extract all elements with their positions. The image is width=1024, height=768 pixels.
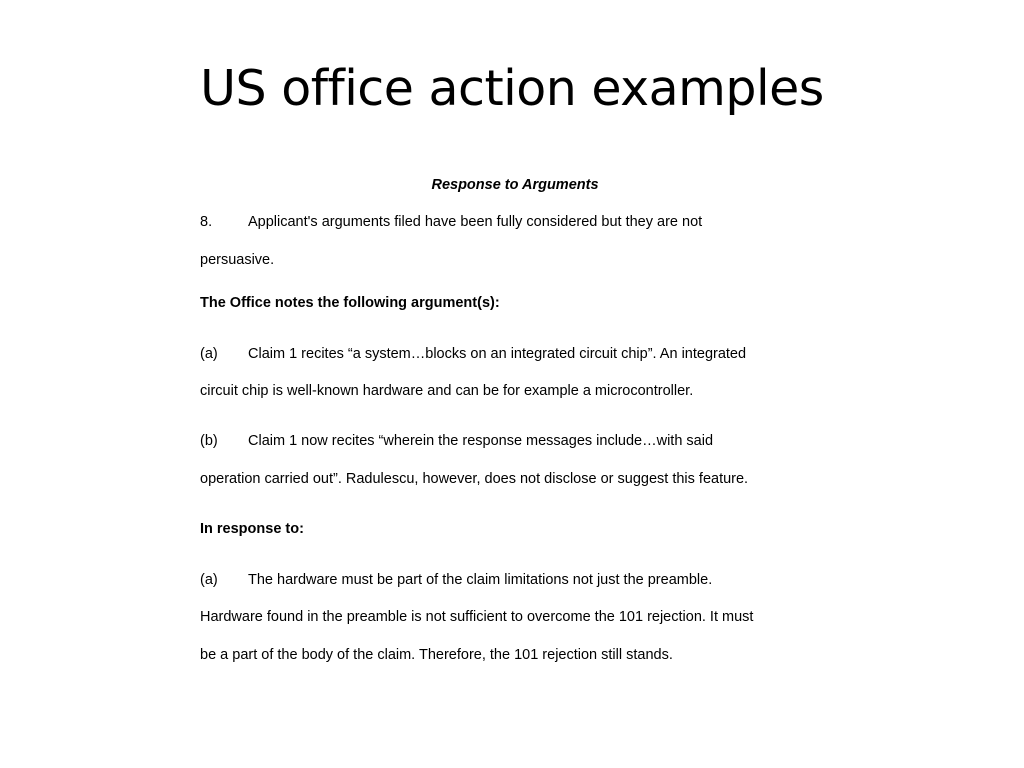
argument-a-line-2: circuit chip is well-known hardware and can be for example a microcontroller. [200, 383, 694, 399]
paragraph-text: Applicant's arguments filed have been fully considered but they are not [248, 214, 703, 230]
response-a-line-2: Hardware found in the preamble is not sufficient to overcome the 101 rejection. It must [200, 609, 754, 625]
response-a-line-1 [200, 571, 712, 589]
paragraph-number: 8. [200, 214, 213, 230]
response-label: (a) [200, 572, 218, 588]
response-a-line-3: be a part of the body of the claim. Therefore, the 101 rejection still stands. [200, 647, 673, 663]
argument-label: (a) [200, 346, 218, 362]
argument-label: (b) [200, 433, 218, 449]
response-to-arguments-heading: Response to Arguments [431, 177, 599, 193]
slide-title: US office action examples [200, 60, 824, 117]
paragraph-8-line-1 [200, 213, 702, 231]
argument-text: Claim 1 now recites “wherein the response messages include…with said [248, 433, 714, 449]
office-notes-heading: The Office notes the following argument(s): [200, 295, 500, 311]
in-response-heading: In response to: [200, 521, 304, 537]
argument-text: Claim 1 recites “a system…blocks on an integrated circuit chip”. An integrated [248, 346, 747, 362]
paragraph-8-line-2: persuasive. [200, 252, 275, 268]
argument-b-line-2: operation carried out”. Radulescu, however, does not disclose or suggest this feature. [200, 471, 749, 487]
argument-b-line-1 [200, 432, 713, 450]
argument-a-line-1 [200, 345, 746, 363]
response-text: The hardware must be part of the claim limitations not just the preamble. [248, 572, 713, 588]
